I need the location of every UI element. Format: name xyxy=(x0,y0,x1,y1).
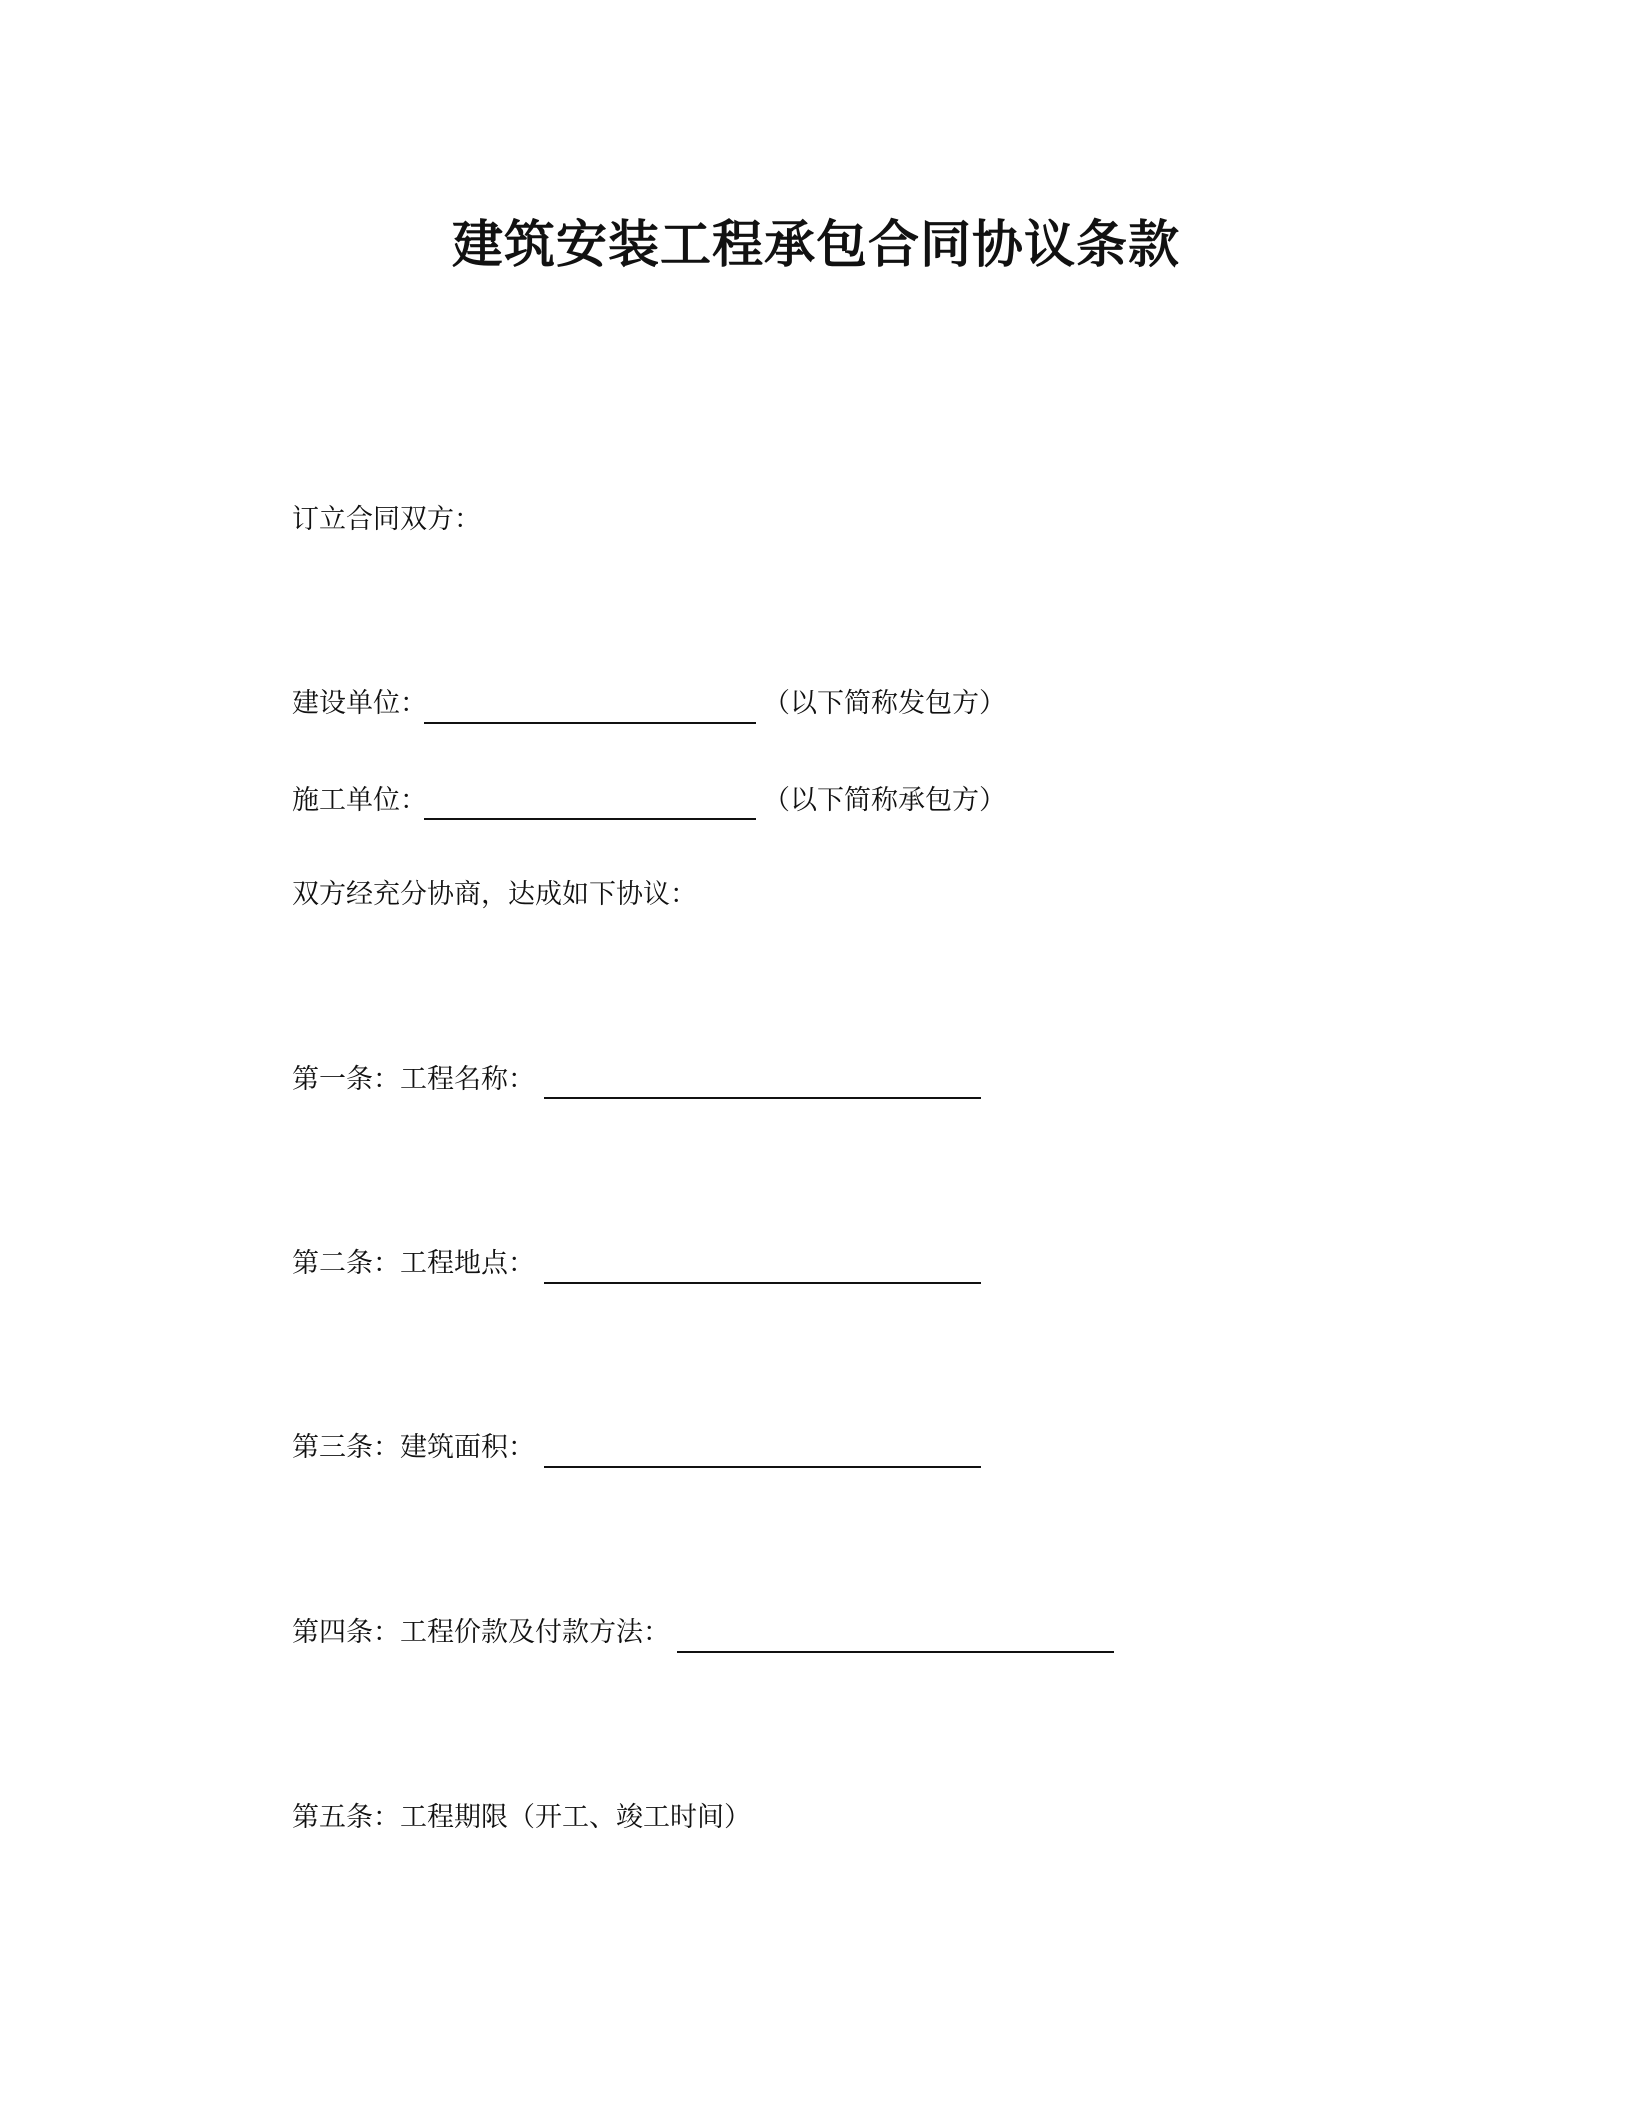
employer-note: （以下简称发包方） xyxy=(763,688,1006,719)
document-title: 建筑安装工程承包合同协议条款 xyxy=(451,216,1180,275)
article-2-label: 第二条：工程地点： xyxy=(292,1248,535,1279)
contractor-label: 施工单位： xyxy=(292,785,427,816)
article-1-label: 第一条：工程名称： xyxy=(292,1064,535,1095)
article-2-input-line xyxy=(544,1282,981,1284)
article-4-label: 第四条：工程价款及付款方法： xyxy=(292,1617,670,1648)
employer-input-line xyxy=(424,722,756,724)
article-3-input-line xyxy=(544,1466,981,1468)
contractor-note: （以下简称承包方） xyxy=(763,785,1006,816)
parties-intro: 订立合同双方： xyxy=(292,504,481,535)
article-3-label: 第三条：建筑面积： xyxy=(292,1432,535,1463)
agreement-intro: 双方经充分协商，达成如下协议： xyxy=(292,879,697,910)
article-5-label: 第五条：工程期限（开工、竣工时间） xyxy=(292,1802,751,1833)
contractor-input-line xyxy=(424,818,756,820)
article-1-input-line xyxy=(544,1097,981,1099)
employer-label: 建设单位： xyxy=(292,688,427,719)
article-4-input-line xyxy=(677,1651,1114,1653)
